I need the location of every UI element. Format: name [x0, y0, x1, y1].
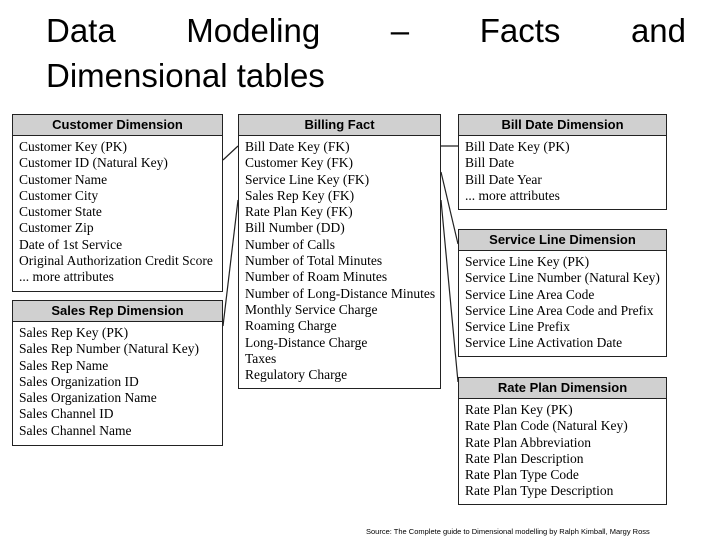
title-line-2: Dimensional tables: [46, 57, 325, 94]
table-field: Rate Plan Type Code: [465, 467, 579, 483]
table-field: Service Line Activation Date: [465, 335, 623, 351]
salesrep-fact-line: [223, 200, 238, 326]
table-field: Number of Total Minutes: [245, 253, 383, 269]
table-fields: [459, 251, 666, 355]
table-field: Original Authorization Credit Score: [19, 253, 213, 269]
billing-fact-table: [238, 114, 441, 389]
customer-dimension-table: [12, 114, 223, 292]
table-fields: [13, 136, 222, 289]
table-field: Rate Plan Description: [465, 450, 584, 466]
table-field: Customer Key (FK): [245, 155, 353, 171]
table-field: Customer Name: [19, 171, 108, 187]
table-field: Long-Distance Charge: [245, 334, 368, 350]
table-field: Regulatory Charge: [245, 367, 348, 383]
table-field: Bill Date: [465, 155, 515, 171]
table-field: Customer State: [19, 204, 102, 220]
table-header: Sales Rep Dimension: [13, 301, 222, 322]
title-word: Facts: [479, 12, 561, 49]
table-fields: [459, 136, 666, 207]
table-field: Service Line Key (PK): [465, 254, 590, 269]
title-word: and: [630, 12, 686, 49]
table-fields: [239, 136, 440, 386]
table-field: Monthly Service Charge: [245, 301, 378, 317]
table-field: Service Line Key (FK): [245, 171, 370, 187]
rateplan-fact-line: [441, 200, 458, 382]
table-field: Number of Calls: [245, 236, 335, 252]
title-word: –: [390, 12, 410, 49]
table-field: Sales Channel Name: [19, 422, 132, 438]
table-field: Roaming Charge: [245, 318, 337, 334]
table-field: Service Line Area Code: [465, 286, 595, 302]
table-header: Billing Fact: [239, 115, 440, 136]
customer-fact-line: [223, 146, 238, 160]
table-header: Rate Plan Dimension: [459, 378, 666, 399]
table-header: Customer Dimension: [13, 115, 222, 136]
table-field: Service Line Number (Natural Key): [465, 270, 660, 286]
table-field: Rate Plan Type Description: [465, 483, 614, 499]
table-field: Sales Organization ID: [19, 373, 139, 389]
table-field: Customer Key (PK): [19, 139, 127, 154]
table-field: Sales Rep Key (FK): [245, 187, 355, 203]
table-field: Rate Plan Code (Natural Key): [465, 418, 628, 434]
table-field: Bill Number (DD): [245, 220, 345, 236]
source-citation: Source: The Complete guide to Dimensional modelling by Ralph Kimball, Margy Ross: [366, 527, 650, 536]
rate-plan-dimension-table: [458, 377, 667, 505]
table-field: Sales Channel ID: [19, 406, 114, 422]
table-fields: [13, 322, 222, 442]
table-field: Rate Plan Key (FK): [245, 204, 353, 220]
bill-date-dimension-table: [458, 114, 667, 210]
table-field: Rate Plan Abbreviation: [465, 434, 591, 450]
table-field: Bill Date Key (PK): [465, 139, 570, 154]
sales-rep-dimension-table: [12, 300, 223, 446]
table-field: Service Line Prefix: [465, 319, 570, 335]
table-field: Bill Date Key (FK): [245, 139, 350, 154]
table-field: Customer ID (Natural Key): [19, 155, 168, 171]
table-field: Date of 1st Service: [19, 236, 123, 252]
table-field: Service Line Area Code and Prefix: [465, 302, 654, 318]
table-field: Number of Roam Minutes: [245, 269, 388, 285]
table-field: ... more attributes: [19, 269, 114, 285]
table-field: Sales Rep Number (Natural Key): [19, 341, 199, 357]
table-field: Sales Rep Name: [19, 357, 109, 373]
table-field: Customer City: [19, 187, 99, 203]
table-field: Number of Long-Distance Minutes: [245, 285, 436, 301]
table-header: Bill Date Dimension: [459, 115, 666, 136]
table-field: Customer Zip: [19, 220, 94, 236]
table-field: Taxes: [245, 350, 277, 366]
table-field: Sales Rep Key (PK): [19, 325, 129, 340]
table-field: Sales Organization Name: [19, 390, 157, 406]
table-field: Rate Plan Key (PK): [465, 402, 573, 417]
table-fields: [459, 399, 666, 503]
title-word: Modeling: [186, 12, 321, 49]
table-header: Service Line Dimension: [459, 230, 666, 251]
table-field: ... more attributes: [465, 187, 560, 203]
title-word: Data: [46, 12, 116, 49]
table-field: Bill Date Year: [465, 171, 542, 187]
service-line-dimension-table: [458, 229, 667, 357]
